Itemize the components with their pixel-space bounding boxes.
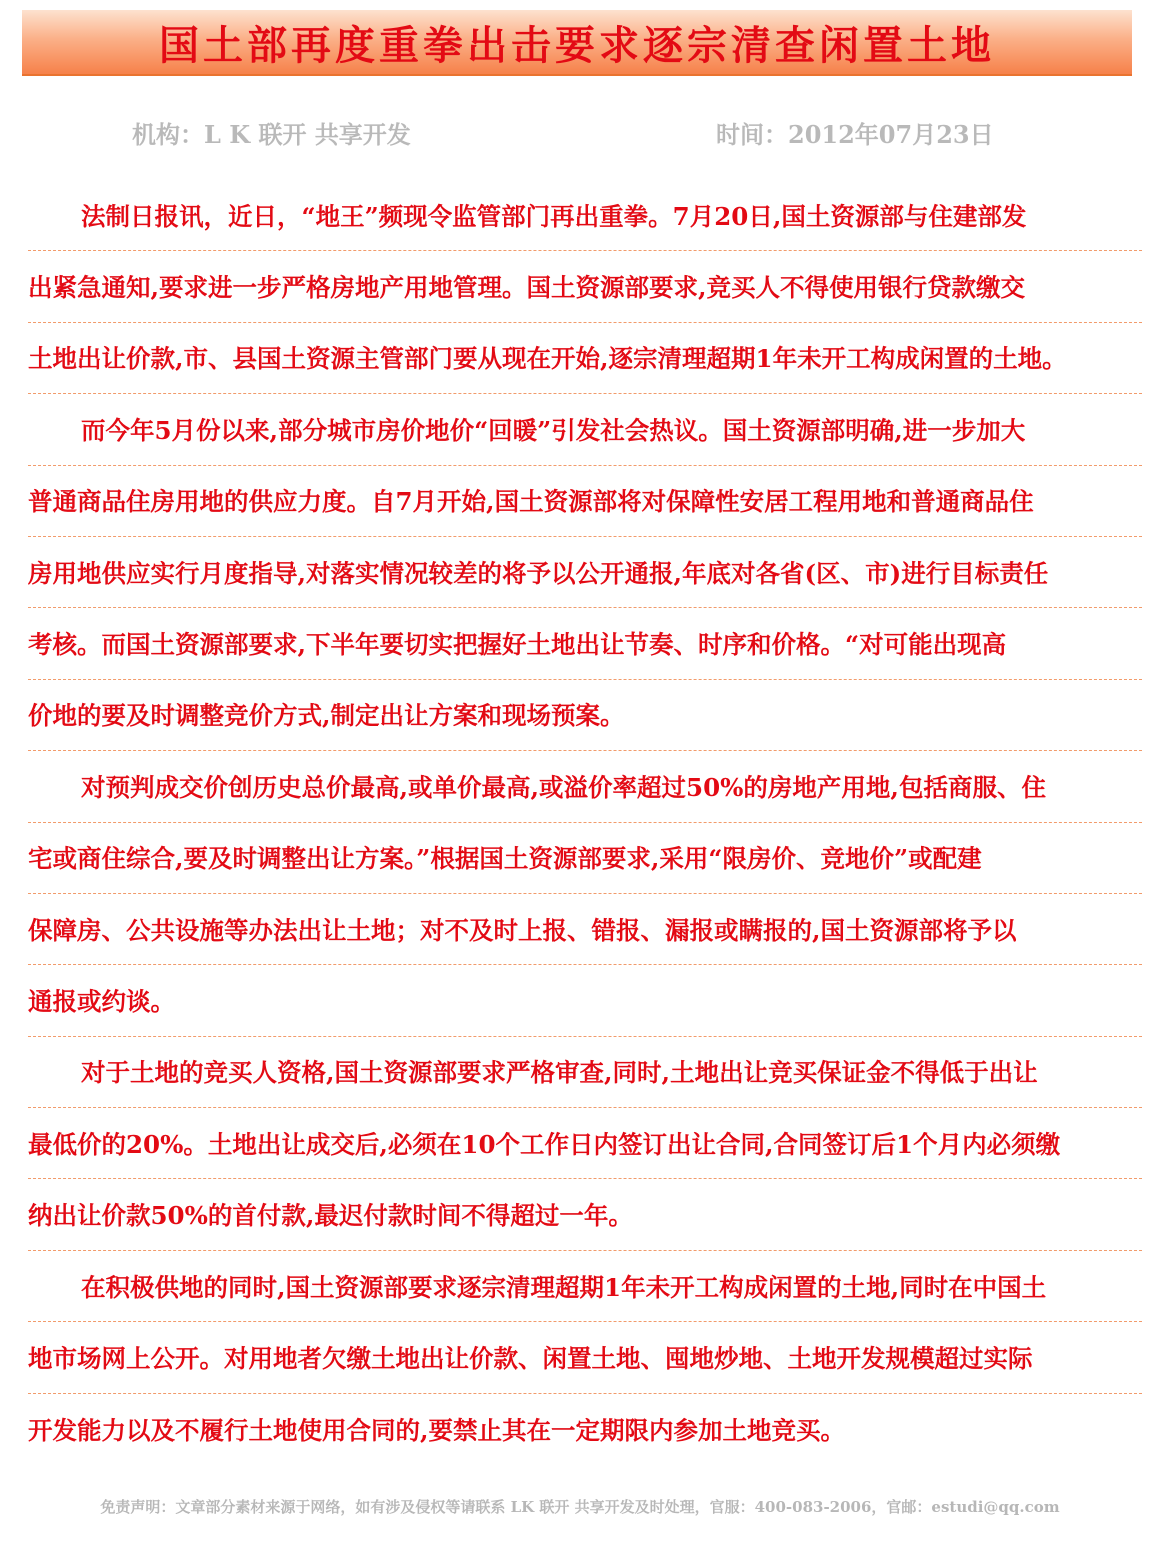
article-line: 保障房、公共设施等办法出让土地；对不及时上报、错报、漏报或瞒报的,国土资源部将予以 [28,894,1142,965]
article-line: 价地的要及时调整竞价方式,制定出让方案和现场预案。 [28,680,1142,751]
date-label: 时间：2012年07月23日 [716,119,994,149]
title-banner [22,10,1132,76]
article-line: 对于土地的竞买人资格,国土资源部要求严格审查,同时,土地出让竞买保证金不得低于出让 [28,1037,1142,1108]
article-line: 开发能力以及不履行土地使用合同的,要禁止其在一定期限内参加土地竞买。 [28,1415,846,1445]
article-line: 地市场网上公开。对用地者欠缴土地出让价款、闲置土地、囤地炒地、土地开发规模超过实际 [28,1322,1142,1393]
article-body [28,180,1142,1465]
disclaimer-footer: 免责声明：文章部分素材来源于网络，如有涉及侵权等请联系 LK 联开 共享开发及时处理，官服：400-083-2006，官邮：estudi@qq.com [100,1498,1060,1516]
page-title: 国土部再度重拳出击要求逐宗清查闲置土地 [159,21,995,69]
article-line: 通报或约谈。 [28,965,1142,1036]
article-line: 对预判成交价创历史总价最高,或单价最高,或溢价率超过50%的房地产用地,包括商服、住 [28,751,1142,822]
article-line: 宅或商住综合,要及时调整出让方案。”根据国土资源部要求,采用“限房价、竞地价”或配建 [28,823,1142,894]
org-label: 机构：L K 联开 共享开发 [132,119,411,149]
article-line: 土地出让价款,市、县国土资源主管部门要从现在开始,逐宗清理超期1年未开工构成闲置的土地。 [28,323,1142,394]
article-line: 普通商品住房用地的供应力度。自7月开始,国土资源部将对保障性安居工程用地和普通商品住 [28,466,1142,537]
article-line: 最低价的20%。土地出让成交后,必须在10个工作日内签订出让合同,合同签订后1个月内必须缴 [28,1108,1142,1179]
article-line: 法制日报讯，近日，“地王”频现令监管部门再出重拳。7月20日,国土资源部与住建部发 [28,180,1142,251]
article-line: 纳出让价款50%的首付款,最迟付款时间不得超过一年。 [28,1179,1142,1250]
article-line: 而今年5月份以来,部分城市房价地价“回暖”引发社会热议。国土资源部明确,进一步加大 [28,394,1142,465]
article-line: 出紧急通知,要求进一步严格房地产用地管理。国土资源部要求,竞买人不得使用银行贷款缴交 [28,251,1142,322]
article-line: 房用地供应实行月度指导,对落实情况较差的将予以公开通报,年底对各省(区、市)进行目标责任 [28,537,1142,608]
article-line: 考核。而国土资源部要求,下半年要切实把握好土地出让节奏、时序和价格。“对可能出现高 [28,608,1142,679]
article-line: 在积极供地的同时,国土资源部要求逐宗清理超期1年未开工构成闲置的土地,同时在中国土 [28,1251,1142,1322]
